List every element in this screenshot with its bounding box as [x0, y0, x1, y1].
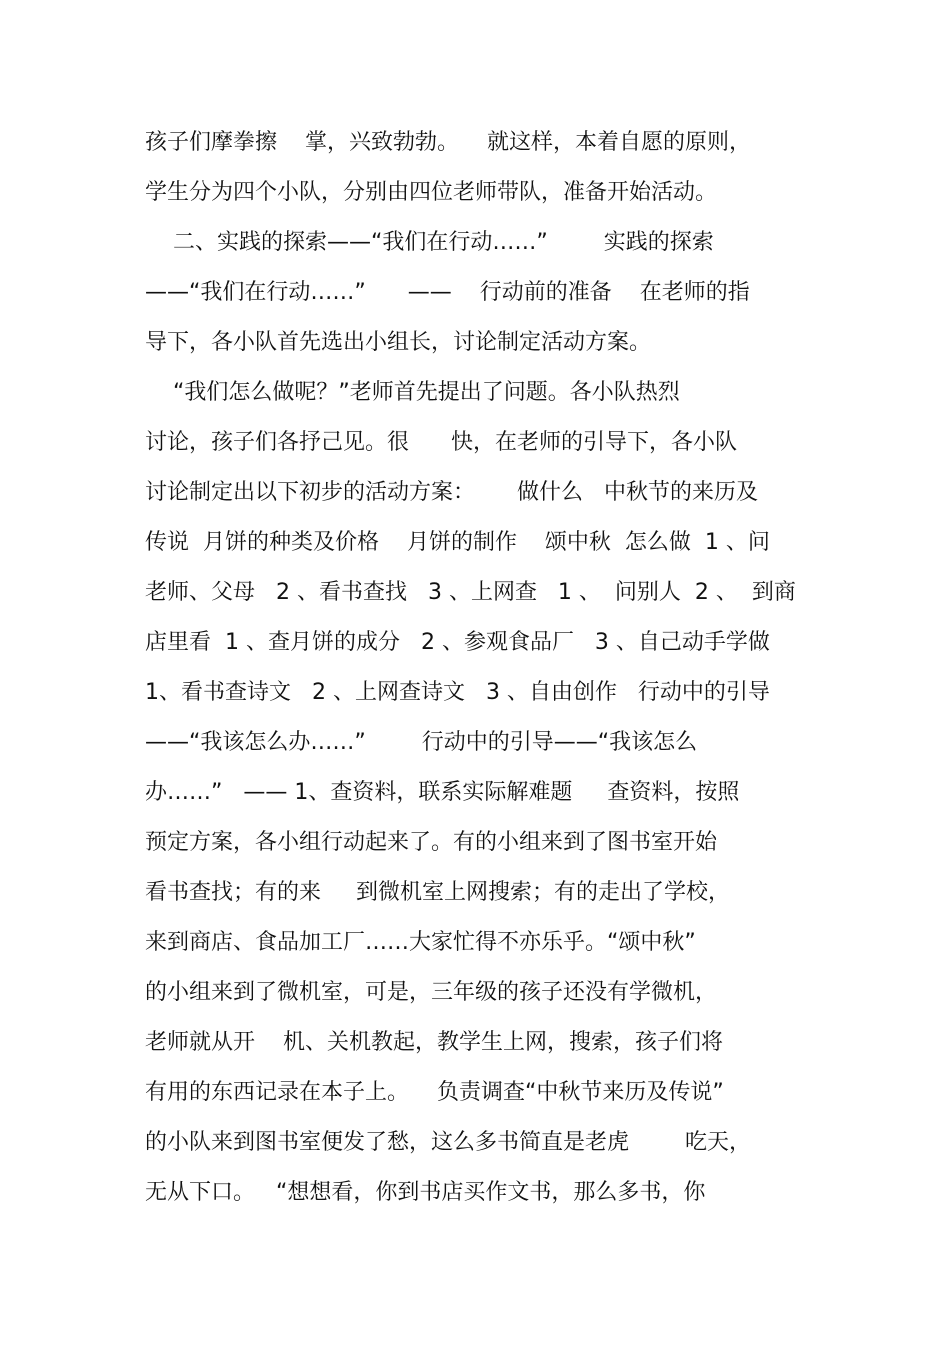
text-line: 导下，各小队首先选出小组长，讨论制定活动方案。: [145, 330, 652, 355]
text-line: 办……” —— 1、查资料，联系实际解难题 查资料，按照: [145, 780, 740, 805]
text-line: 讨论，孩子们各抒己见。很 快，在老师的引导下，各小队: [145, 430, 737, 455]
text-line: 讨论制定出以下初步的活动方案： 做什么 中秋节的来历及: [145, 480, 758, 505]
text-line: 来到商店、食品加工厂……大家忙得不亦乐乎。“颂中秋”: [145, 930, 696, 955]
text-line: 老师就从开 机、关机教起，教学生上网，搜索，孩子们将: [145, 1030, 723, 1055]
text-line: 无从下口。 “想想看，你到书店买作文书，那么多书，你: [145, 1180, 706, 1205]
body-text: [145, 118, 825, 1218]
text-line: ——“我们在行动……” —— 行动前的准备 在老师的指: [145, 280, 750, 305]
text-line: 预定方案，各小组行动起来了。有的小组来到了图书室开始: [145, 830, 718, 855]
text-line: 孩子们摩拳擦 掌，兴致勃勃。 就这样，本着自愿的原则，: [145, 130, 751, 155]
text-line: 看书查找；有的来 到微机室上网搜索；有的走出了学校，: [145, 880, 730, 905]
text-line: 学生分为四个小队，分别由四位老师带队，准备开始活动。: [145, 180, 718, 205]
text-line: 有用的东西记录在本子上。 负责调查“中秋节来历及传说”: [145, 1080, 724, 1105]
text-line: 的小组来到了微机室，可是，三年级的孩子还没有学微机，: [145, 980, 718, 1005]
text-line: “我们怎么做呢？”老师首先提出了问题。各小队热烈: [145, 380, 680, 405]
text-line: 店里看 1 、查月饼的成分 2 、参观食品厂 3 、自己动手学做: [145, 630, 770, 655]
text-line: 二、实践的探索——“我们在行动……” 实践的探索: [145, 230, 714, 255]
text-line: 的小队来到图书室便发了愁，这么多书简直是老虎 吃天，: [145, 1130, 751, 1155]
text-line: 传说 月饼的种类及价格 月饼的制作 颂中秋 怎么做 1 、问: [145, 530, 770, 555]
text-line: 1、看书查诗文 2 、上网查诗文 3 、自由创作 行动中的引导: [145, 680, 770, 705]
text-line: 老师、父母 2 、看书查找 3 、上网查 1 、 问别人 2 、 到商: [145, 580, 796, 605]
text-line: ——“我该怎么办……” 行动中的引导——“我该怎么: [145, 730, 698, 755]
